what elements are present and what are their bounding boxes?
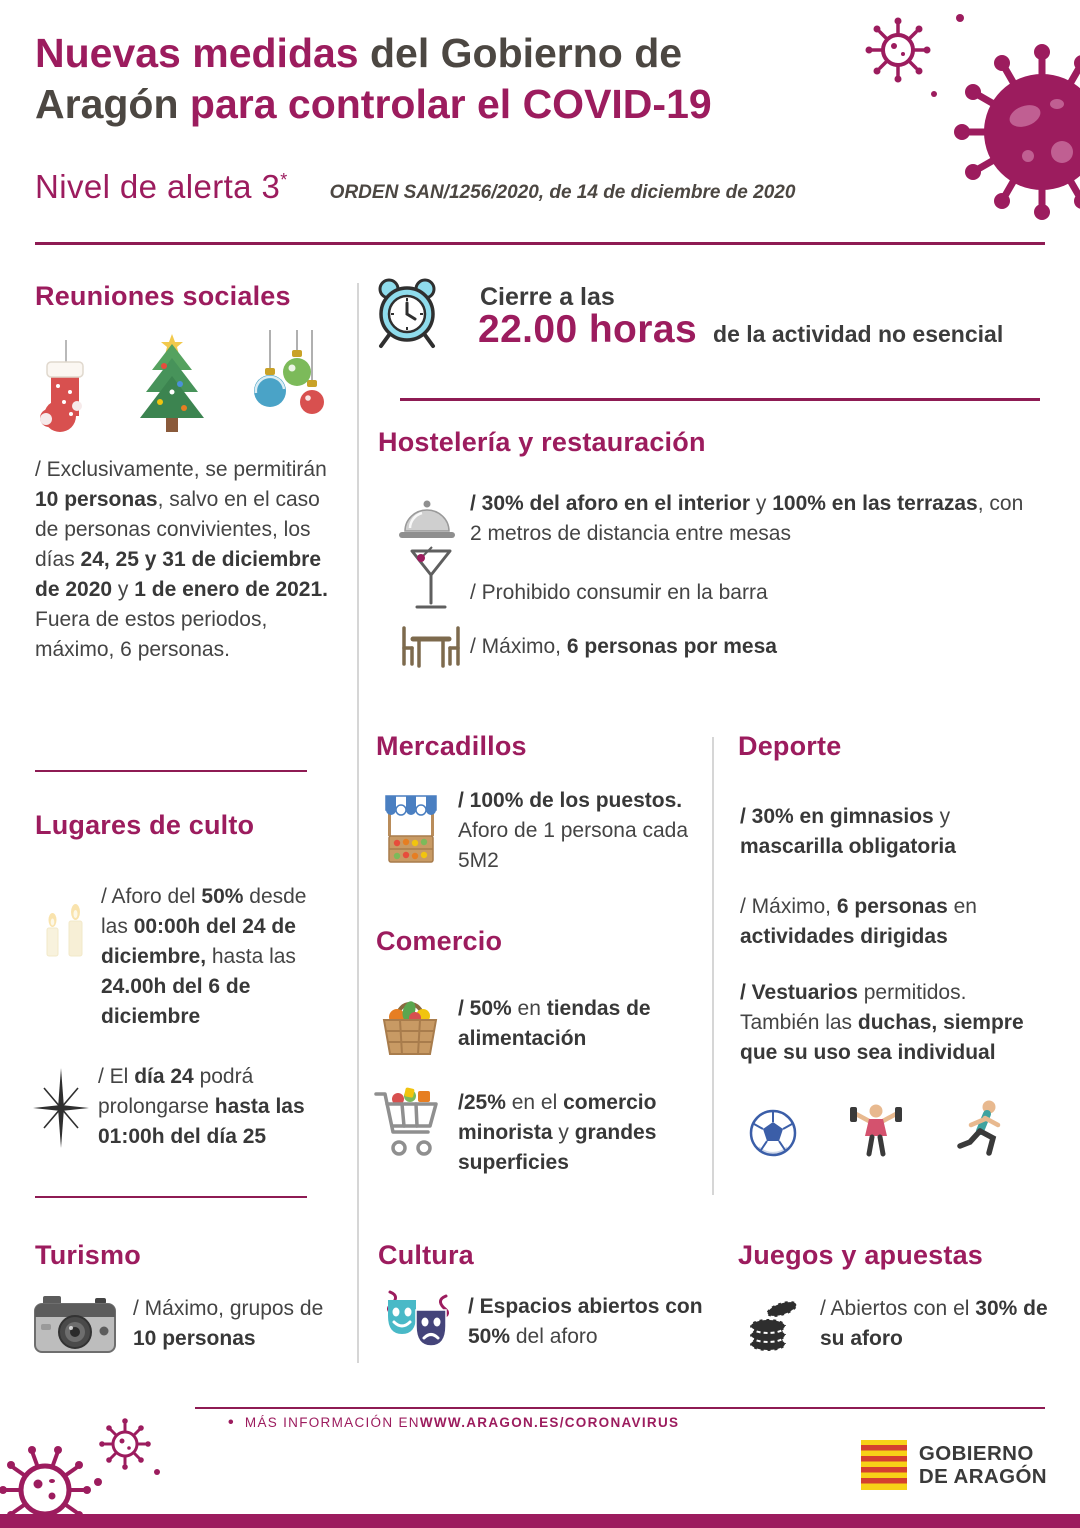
cocktail-glass-icon [406,545,456,617]
candles-icon [35,904,97,962]
title-accent-2: para controlar el COVID-19 [189,81,712,127]
comercio-item-2-text: /25% en el comercio minorista y grandes superficies [458,1091,657,1174]
coronavirus-top-icon [850,4,1080,264]
mercadillos-text: / 100% de los puestos. Aforo de 1 persona cada 5M2 [458,789,688,872]
order-reference: ORDEN SAN/1256/2020, de 14 de diciembre de 2020 [329,182,796,203]
logo-text [919,1442,1047,1488]
cultura-text: / Espacios abiertos con 50% del aforo [468,1295,703,1348]
divider-middle-column [712,737,714,1195]
camera-icon [33,1290,117,1358]
market-stall-icon [382,792,440,868]
alert-asterisk: * [280,170,288,190]
hosteleria-item-1-text: / 30% del aforo en el interior y 100% en las terrazas, con 2 metros de distancia entre mesas [470,492,1024,545]
star-sparkle-icon [32,1066,90,1150]
divider-reuniones [35,770,307,772]
bottom-accent-bar [0,1514,1080,1528]
culto-item-1 [35,882,335,1032]
reuniones-text: / Exclusivamente, se permitirán 10 personas, salvo en el caso de personas convivientes, los días 24, 25 y 31 de diciembre de 2020 y 1 de enero de 2021. Fuera de estos periodos, máximo, 6 personas. [35,458,329,661]
logo-line-1: GOBIERNO [918,1442,1034,1465]
shopping-cart-icon [372,1084,442,1168]
title-plain-1: del Gobierno de [358,30,683,76]
aragon-flag-icon [861,1440,907,1490]
table-and-chairs-icon [398,620,464,672]
hosteleria-item-2-text: / Prohibido consumir en la barra [470,581,768,604]
footer-info-url[interactable]: WWW.ARAGON.ES/CORONAVIRUS [419,1415,680,1430]
turismo-item [33,1290,343,1358]
divider-left-column [357,283,359,1363]
cierre-intro: Cierre a las [480,283,615,311]
culto-item-2-text: / El día 24 podrá prolongarse hasta las 01:00h del día 25 [98,1065,305,1148]
gobierno-aragon-logo [861,1440,1047,1490]
deporte-item-1-text: / 30% en gimnasios y mascarilla obligatoria [740,805,956,858]
christmas-stocking-icon [38,340,94,436]
footer-info [228,1414,679,1432]
section-heading-cultura: Cultura [378,1240,474,1270]
christmas-tree-icon [128,330,216,436]
page-title [35,28,885,130]
coronavirus-bottom-icon [0,1418,175,1514]
alert-row [35,168,935,208]
section-heading-turismo: Turismo [35,1240,141,1270]
juegos-item [746,1292,1056,1356]
deporte-item-2-text: / Máximo, 6 personas en actividades dirigidas [740,895,977,948]
title-accent-1: Nuevas medidas [35,30,359,76]
alert-level [35,168,288,206]
section-heading-deporte: Deporte [738,731,842,761]
grocery-basket-icon [378,986,442,1058]
alert-level-text: Nivel de alerta 3 [35,168,281,205]
logo-line-2: DE ARAGÓN [918,1465,1047,1488]
theater-masks-icon [382,1288,454,1358]
culto-item-1-text: / Aforo del 50% desde las 00:00h del 24 de diciembre, hasta las 24.00h del 6 de diciembre [101,885,307,1028]
runner-icon [954,1098,1008,1158]
footer-info-prefix: MÁS INFORMACIÓN EN [244,1415,420,1430]
divider-cierre [400,398,1040,401]
section-heading-mercadillos: Mercadillos [376,731,527,761]
deporte-item-3-text: / Vestuarios permitidos. También las duchas, siempre que su uso sea individual [740,981,1024,1064]
baubles-icon [250,330,326,436]
poker-chips-icon [746,1292,802,1356]
weightlifter-icon [846,1100,906,1158]
section-heading-juegos: Juegos y apuestas [738,1240,984,1270]
christmas-icons-row [38,330,326,436]
section-heading-culto: Lugares de culto [35,810,255,840]
title-line-2 [35,79,885,130]
sports-icons-row [748,1098,1008,1158]
soccer-ball-icon [748,1108,798,1158]
cultura-item [382,1288,712,1358]
culto-item-2 [32,1062,337,1152]
divider-culto [35,1196,307,1198]
hosteleria-item-3-text: / Máximo, 6 personas por mesa [470,635,777,658]
juegos-text: / Abiertos con el 30% de su aforo [820,1297,1048,1350]
turismo-text: / Máximo, grupos de 10 personas [133,1297,324,1350]
divider-footer [195,1407,1045,1409]
cierre-time: 22.00 horas [478,308,698,351]
serving-cloche-icon [398,494,456,546]
title-plain-2: Aragón [35,81,190,127]
alarm-clock-icon [372,274,442,350]
cierre-time-row [478,308,1003,352]
section-heading-reuniones: Reuniones sociales [35,281,291,311]
title-line-1 [35,28,885,79]
comercio-item-1-text: / 50% en tiendas de alimentación [458,997,651,1050]
section-heading-hosteleria: Hostelería y restauración [378,427,706,457]
section-heading-comercio: Comercio [376,926,503,956]
cierre-scope: de la actividad no esencial [713,321,1004,347]
footer-bullet: • [228,1414,235,1431]
